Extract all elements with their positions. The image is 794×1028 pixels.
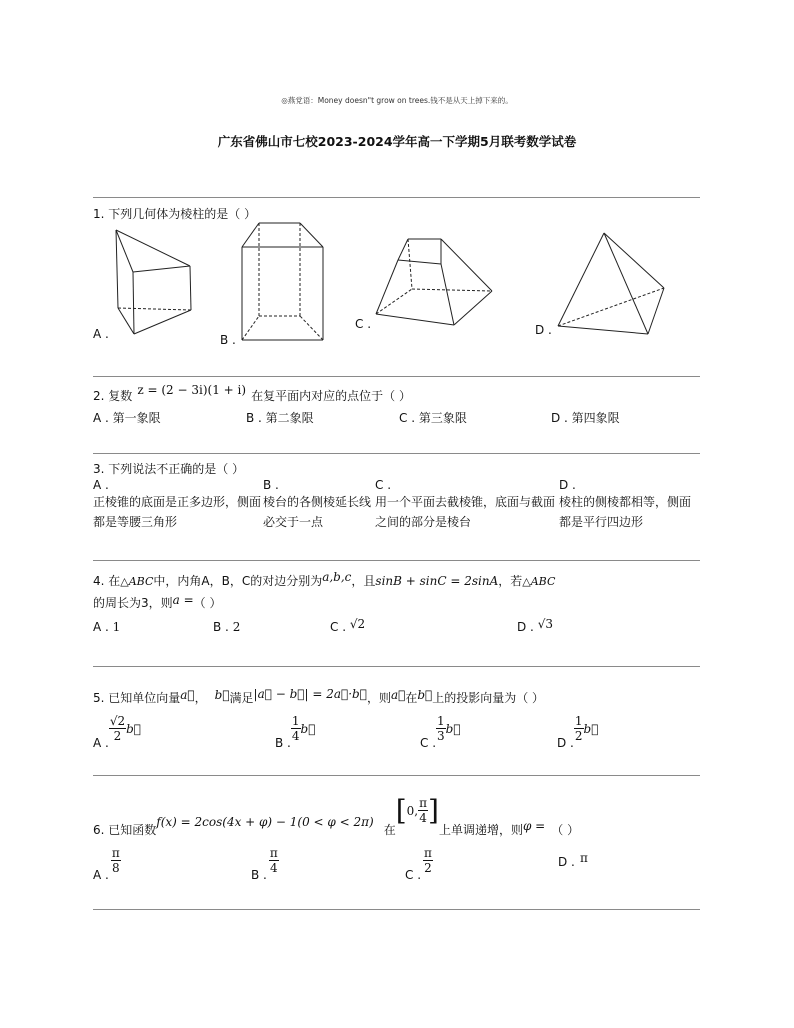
q2-option-b[interactable]: B . 第二象限 <box>246 411 314 425</box>
q3-option-d[interactable] <box>559 478 701 532</box>
divider <box>93 376 700 377</box>
q2-option-a[interactable]: A . 第一象限 <box>93 411 161 425</box>
q6-option-c-label: C . <box>405 868 422 882</box>
q6-option-b[interactable] <box>251 846 279 882</box>
q5-option-b-num: 1 <box>291 714 300 728</box>
q2-stem-prefix: 2. 复数 <box>93 389 133 403</box>
q6-option-d-value: π <box>579 851 588 865</box>
q4-triangle-2: △ABC <box>522 575 556 588</box>
q4-stem-part: 的周长为3，则 <box>93 596 173 610</box>
q3-option-c-text: 用一个平面去截棱锥，底面与截面之间的部分是棱台 <box>375 495 556 529</box>
divider <box>93 560 700 561</box>
q5-vector-b: b⃗ <box>214 688 230 702</box>
q5-vector-a: a⃗ <box>180 688 195 702</box>
q6-option-b-den: 4 <box>270 861 278 875</box>
q4-option-b[interactable] <box>213 620 240 634</box>
q2-formula: z = (2 − 3i)(1 + i) <box>137 383 247 397</box>
q1-figure-a <box>110 228 200 343</box>
q6-ask: φ = <box>522 818 546 833</box>
divider <box>93 197 700 198</box>
question-3-stem: 3. 下列说法不正确的是（ ） <box>93 462 245 476</box>
q5-option-c-vec: b⃗ <box>445 722 461 736</box>
q6-stem-part: 6. 已知函数 <box>93 822 157 837</box>
q4-option-a[interactable] <box>93 620 120 634</box>
q5-option-b-label: B . <box>275 736 291 750</box>
q5-option-d[interactable] <box>557 714 599 750</box>
q1-option-a-label[interactable]: A . <box>93 327 109 341</box>
q6-paren: （ ） <box>551 822 580 837</box>
q4-option-a-label: A . <box>93 620 109 634</box>
q4-option-c-label: C . <box>330 620 347 634</box>
q5-option-a-den: 2 <box>113 729 122 743</box>
q1-figure-c <box>370 236 498 331</box>
q2-stem-suffix: 在复平面内对应的点位于（ ） <box>251 389 411 403</box>
header-motto: ◎燕党语：Money doesn"t grow on trees.钱不是从天上掉下来的。 <box>281 96 513 105</box>
q4-option-a-value: 1 <box>112 620 121 634</box>
q2-option-c[interactable]: C . 第三象限 <box>399 411 467 425</box>
q5-vector-a-2: a⃗ <box>390 688 406 702</box>
q6-option-c-num: π <box>424 846 432 860</box>
q2-option-d[interactable]: D . 第四象限 <box>551 411 620 425</box>
q6-function: f(x) = 2cos(4x + φ) − 1(0 < φ < 2π) <box>156 814 374 829</box>
q5-vector-b-2: b⃗ <box>417 688 433 702</box>
divider <box>93 775 700 776</box>
q3-option-c-label: C . <box>375 478 392 492</box>
q3-option-c[interactable] <box>375 478 555 532</box>
q5-stem-part: ， <box>194 691 207 705</box>
q4-option-d-label: D . <box>517 620 534 634</box>
q5-option-c[interactable] <box>420 714 461 750</box>
q6-interval-num: π <box>419 796 428 810</box>
q5-stem-part: 在 <box>405 691 418 705</box>
q5-option-c-den: 3 <box>437 729 445 743</box>
q5-option-b-den: 4 <box>291 729 300 743</box>
q6-option-a-label: A . <box>93 868 109 882</box>
q1-figure-d <box>550 230 670 340</box>
q4-option-b-label: B . <box>213 620 229 634</box>
divider <box>93 453 700 454</box>
question-2-stem <box>93 385 411 404</box>
q1-option-c-label[interactable]: C . <box>355 317 372 331</box>
q5-option-c-label: C . <box>420 736 437 750</box>
q4-paren: （ ） <box>193 596 222 610</box>
q5-condition: |a⃗ − b⃗| = 2a⃗·b⃗ <box>253 687 367 701</box>
q6-option-b-num: π <box>269 846 278 860</box>
question-4-stem <box>93 570 555 589</box>
q3-option-a-text: 正棱锥的底面是正多边形，侧面都是等腰三角形 <box>93 495 262 529</box>
question-1-stem: 1. 下列几何体为棱柱的是（ ） <box>93 207 257 221</box>
divider <box>93 909 700 910</box>
q5-option-a[interactable] <box>93 714 142 750</box>
q4-option-b-value: 2 <box>232 620 241 634</box>
q6-interval-left: 0, <box>406 803 419 818</box>
q5-stem-part: 上的投影向量为（ ） <box>432 691 545 705</box>
q4-option-c-value: √2 <box>349 617 366 631</box>
q6-interval-den: 4 <box>419 811 427 825</box>
q5-stem-part: 满足 <box>229 691 254 705</box>
q5-option-d-den: 2 <box>574 729 583 743</box>
q4-option-c[interactable] <box>330 617 366 634</box>
q5-option-a-vec: b⃗ <box>126 722 142 736</box>
page-title: 广东省佛山市七校2023-2024学年高一下学期5月联考数学试卷 <box>217 134 577 149</box>
q5-option-d-vec: b⃗ <box>583 722 599 736</box>
question-4-stem-line2 <box>93 592 222 611</box>
q5-option-d-num: 1 <box>574 714 583 728</box>
q4-option-d[interactable] <box>517 617 553 634</box>
q6-option-c-den: 2 <box>424 861 432 875</box>
q1-option-d-label[interactable]: D . <box>535 323 552 337</box>
q5-option-b-vec: b⃗ <box>300 722 316 736</box>
q6-interval: [ 0, $\frac{\pi}{4}$ ] <box>395 793 439 827</box>
q5-stem-part: ，则 <box>366 691 391 705</box>
q4-triangle: △ABC <box>120 575 154 588</box>
q5-option-c-num: 1 <box>437 714 445 728</box>
q3-option-b-text: 棱台的各侧棱延长线必交于一点 <box>263 495 372 529</box>
q6-option-a[interactable] <box>93 846 121 882</box>
q1-option-b-label[interactable]: B . <box>220 333 236 347</box>
q5-stem-part: 5. 已知单位向量 <box>93 691 181 705</box>
q3-option-a-label: A . <box>93 478 109 492</box>
q4-ask: a = <box>172 593 194 607</box>
q4-stem-part: ，若 <box>498 574 523 588</box>
q5-option-b[interactable] <box>275 714 316 750</box>
q6-stem-part: 在 <box>383 822 396 837</box>
question-5-stem <box>93 687 544 706</box>
q6-option-d-label: D . <box>558 855 575 869</box>
q4-option-d-value: √3 <box>537 617 553 631</box>
q6-stem-part: 上单调递增，则 <box>438 822 523 837</box>
divider <box>93 666 700 667</box>
q6-option-a-den: 8 <box>111 861 120 875</box>
q3-option-d-text: 棱柱的侧棱都相等，侧面都是平行四边形 <box>559 495 692 529</box>
q1-figure-b <box>235 220 330 345</box>
q6-option-a-num: π <box>111 846 120 860</box>
q4-stem-part: ，且 <box>351 574 376 588</box>
q6-option-d[interactable] <box>558 851 588 870</box>
q5-option-a-label: A . <box>93 736 109 750</box>
q3-option-d-label: D . <box>559 478 576 492</box>
q6-option-b-label: B . <box>251 868 267 882</box>
q5-option-a-num: √2 <box>109 714 126 728</box>
q3-option-a[interactable] <box>93 478 261 532</box>
q4-stem-part: 中，内角A，B，C的对边分别为 <box>153 574 323 588</box>
q3-option-b[interactable] <box>263 478 373 532</box>
q6-option-c[interactable] <box>405 846 433 882</box>
q4-stem-part: 4. 在 <box>93 574 121 588</box>
q4-sides: a,b,c <box>322 570 352 584</box>
q5-option-d-label: D . <box>557 736 574 750</box>
q3-option-b-label: B . <box>263 478 279 492</box>
question-6-stem <box>93 793 580 837</box>
q4-condition: sinB + sinC = 2sinA <box>375 574 499 588</box>
